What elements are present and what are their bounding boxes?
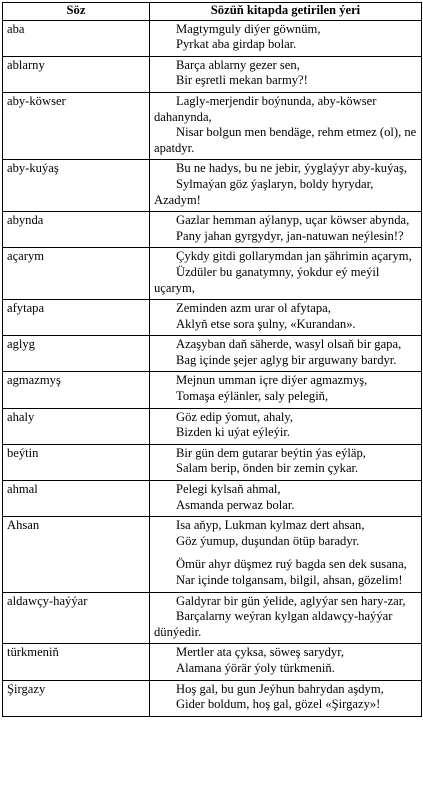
stanza-gap	[154, 549, 417, 557]
word-cell: ahmal	[3, 481, 150, 517]
header-word: Söz	[3, 3, 150, 21]
context-cell	[150, 300, 422, 336]
table-body	[3, 20, 422, 716]
verse-line: Bir eşretli mekan barmy?!	[176, 73, 308, 88]
verse-line: Çykdy gitdi gollarymdan jan şährimin açarym,	[176, 249, 412, 264]
verse-line: Galdyrar bir gün ýelide, aglyýar sen hary-zar,	[176, 593, 406, 608]
verse-line: Azaşyban dаň säherde, wasyl olsaň bir gapa,	[176, 337, 402, 352]
context-cell	[150, 680, 422, 716]
verse-line: Barça ablarny gezer sen,	[176, 57, 300, 72]
word-cell: abynda	[3, 212, 150, 248]
table-row	[3, 300, 422, 336]
context-cell	[150, 248, 422, 300]
table-row	[3, 481, 422, 517]
context-cell	[150, 481, 422, 517]
table-row	[3, 212, 422, 248]
table-row	[3, 56, 422, 92]
verse-line: Pelegi kylsaň ahmal,	[176, 482, 281, 497]
verse-line: Magtymguly diýer göwnüm,	[176, 21, 321, 36]
table-row	[3, 592, 422, 644]
table-row	[3, 644, 422, 680]
table-row	[3, 92, 422, 159]
verse-line: Bizden ki uýat eýleýir.	[176, 425, 291, 440]
word-cell: agmazmyş	[3, 372, 150, 408]
header-row	[3, 3, 422, 21]
context-cell	[150, 20, 422, 56]
verse-line: Bu ne hadys, bu ne jebir, ýyglaýyr aby-kuýaş,	[176, 161, 408, 176]
verse-line: Isa aňyp, Lukman kylmaz dert ahsan,	[176, 518, 365, 533]
verse-line: Lagly-merjendir boýnunda, aby-köwser dahanynda,	[154, 93, 377, 124]
word-cell: aldawçy-haýýar	[3, 592, 150, 644]
word-cell: türkmeniň	[3, 644, 150, 680]
verse-line: Mertler ata çyksa, söweş sarydyr,	[176, 645, 345, 660]
context-cell	[150, 92, 422, 159]
verse-line: Hoş gal, bu gun Jeýhun bahrydan aşdym,	[176, 681, 384, 696]
context-cell	[150, 372, 422, 408]
verse-line: Pyrkat aba girdap bolar.	[176, 37, 297, 52]
table-row	[3, 372, 422, 408]
verse-line: Bir gün dem gutarar beýtin ýas eýläp,	[176, 445, 366, 460]
verse-line: Nisar bolgun men bendäge, rehm etmez (ol), ne apatdyr.	[154, 125, 417, 155]
verse-line: Asmanda perwaz bolar.	[176, 497, 295, 512]
verse-line: Nar içinde tolgansam, bilgil, ahsan, gözelim!	[176, 573, 403, 587]
context-cell	[150, 56, 422, 92]
verse-line: Zeminden azm urar ol afytapa,	[176, 301, 331, 316]
context-cell	[150, 336, 422, 372]
verse-line: Mejnun umman içre diýer agmazmyş,	[176, 373, 368, 388]
verse-line: Üzdüler bu ganatymny, ýokdur eý meýil uçarym,	[154, 264, 380, 295]
word-cell: aby-köwser	[3, 92, 150, 159]
word-cell: aglyg	[3, 336, 150, 372]
verse-line: Göz edip ýomut, ahaly,	[176, 409, 294, 424]
context-cell	[150, 517, 422, 592]
table-row	[3, 517, 422, 592]
context-cell	[150, 644, 422, 680]
word-cell: aby-kuýaş	[3, 160, 150, 212]
table-row	[3, 248, 422, 300]
word-cell: açarym	[3, 248, 150, 300]
table-row	[3, 680, 422, 716]
verse-line: Gazlar hemman aýlanyp, uçar köwser abynda,	[176, 213, 410, 228]
word-cell: Şirgazy	[3, 680, 150, 716]
verse-line: Alamana ýörär ýoly türkmeniň.	[176, 660, 335, 675]
glossary-table	[2, 2, 422, 717]
verse-line: Tomaşa eýlänler, saly pelegiň,	[176, 389, 329, 404]
table-row	[3, 160, 422, 212]
header-context: Sözüň kitapda getirilen ýeri	[150, 3, 422, 21]
table-row	[3, 336, 422, 372]
word-cell: ahaly	[3, 408, 150, 444]
verse-line: Pany jahan gyrgydyr, jan-natuwan neýlesin!?	[176, 228, 404, 243]
verse-line: Gider boldum, hoş gal, gözel «Şirgazy»!	[176, 697, 381, 712]
context-cell	[150, 408, 422, 444]
context-cell	[150, 592, 422, 644]
table-row	[3, 444, 422, 480]
verse-line: Sylmaýan göz ýaşlaryn, boldy hyrydar, Azadym!	[154, 176, 374, 207]
word-cell: aba	[3, 20, 150, 56]
verse-line: Bag içinde şejer aglyg bir arguwany bardyr.	[176, 352, 397, 367]
verse-line: Ömür ahyr düşmez ruý bagda sen dek susana,	[176, 557, 407, 572]
verse-line: Aklyň etse sora şulny, «Kurandan».	[176, 316, 356, 331]
verse-line: Salam berip, önden bir zemin çykar.	[176, 461, 359, 476]
context-cell	[150, 444, 422, 480]
verse-line: Barçalarny weýran kylgan aldawçy-haýýar dünýedir.	[154, 609, 393, 639]
word-cell: beýtin	[3, 444, 150, 480]
table-row	[3, 408, 422, 444]
verse-line: Göz ýumup, duşundan ötüp baradyr.	[176, 533, 360, 548]
table-row	[3, 20, 422, 56]
word-cell: afytapa	[3, 300, 150, 336]
word-cell: Ahsan	[3, 517, 150, 592]
context-cell	[150, 160, 422, 212]
context-cell	[150, 212, 422, 248]
word-cell: ablarny	[3, 56, 150, 92]
